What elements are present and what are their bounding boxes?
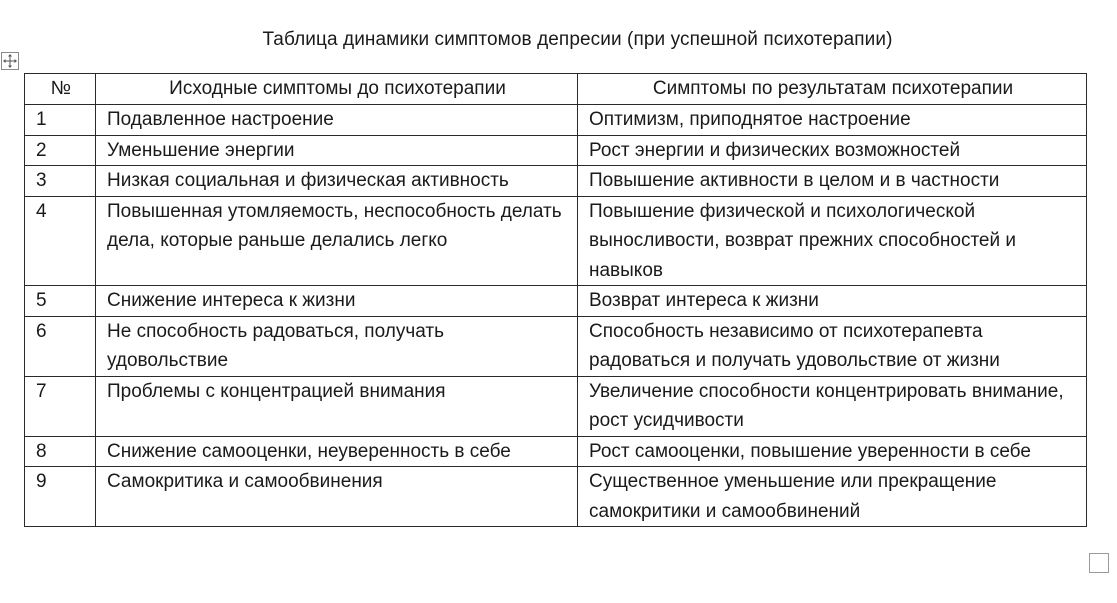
symptom-before: Снижение интереса к жизни — [96, 286, 578, 317]
row-num: 7 — [25, 376, 96, 436]
row-num: 3 — [25, 166, 96, 197]
row-num: 4 — [25, 196, 96, 286]
header-num: № — [25, 74, 96, 105]
header-after: Симптомы по результатам психотерапии — [578, 74, 1087, 105]
table-row — [25, 166, 1087, 197]
symptom-after: Рост энергии и физических возможностей — [578, 135, 1087, 166]
symptom-after: Повышение активности в целом и в частности — [578, 166, 1087, 197]
row-num: 5 — [25, 286, 96, 317]
table-row — [25, 436, 1087, 467]
symptom-after: Способность независимо от психотерапевта радоваться и получать удовольствие от жизни — [578, 316, 1087, 376]
row-num: 6 — [25, 316, 96, 376]
header-before: Исходные симптомы до психотерапии — [96, 74, 578, 105]
symptom-after: Рост самооценки, повышение уверенности в себе — [578, 436, 1087, 467]
table-row — [25, 467, 1087, 527]
row-num: 2 — [25, 135, 96, 166]
symptom-after: Повышение физической и психологической выносливости, возврат прежних способностей и навыков — [578, 196, 1087, 286]
page-title: Таблица динамики симптомов депресии (при успешной психотерапии) — [262, 29, 893, 50]
row-num: 8 — [25, 436, 96, 467]
symptom-before: Подавленное настроение — [96, 105, 578, 136]
table-move-icon[interactable] — [1, 52, 19, 70]
symptom-after: Увеличение способности концентрировать внимание, рост усидчивости — [578, 376, 1087, 436]
row-num: 9 — [25, 467, 96, 527]
symptom-before: Низкая социальная и физическая активность — [96, 166, 578, 197]
symptom-after: Существенное уменьшение или прекращение самокритики и самообвинений — [578, 467, 1087, 527]
table-resize-icon[interactable] — [1089, 553, 1109, 573]
table-header-row — [25, 74, 1087, 105]
symptom-after: Оптимизм, приподнятое настроение — [578, 105, 1087, 136]
row-num: 1 — [25, 105, 96, 136]
table-row — [25, 316, 1087, 376]
table-row — [25, 286, 1087, 317]
symptom-before: Уменьшение энергии — [96, 135, 578, 166]
table-row — [25, 376, 1087, 436]
table-row — [25, 196, 1087, 286]
symptom-before: Повышенная утомляемость, неспособность делать дела, которые раньше делались легко — [96, 196, 578, 286]
symptoms-table — [24, 73, 1087, 527]
symptom-before: Снижение самооценки, неуверенность в себе — [96, 436, 578, 467]
symptom-before: Не способность радоваться, получать удовольствие — [96, 316, 578, 376]
symptom-before: Проблемы с концентрацией внимания — [96, 376, 578, 436]
table-row — [25, 105, 1087, 136]
table-row — [25, 135, 1087, 166]
symptom-after: Возврат интереса к жизни — [578, 286, 1087, 317]
symptom-before: Самокритика и самообвинения — [96, 467, 578, 527]
